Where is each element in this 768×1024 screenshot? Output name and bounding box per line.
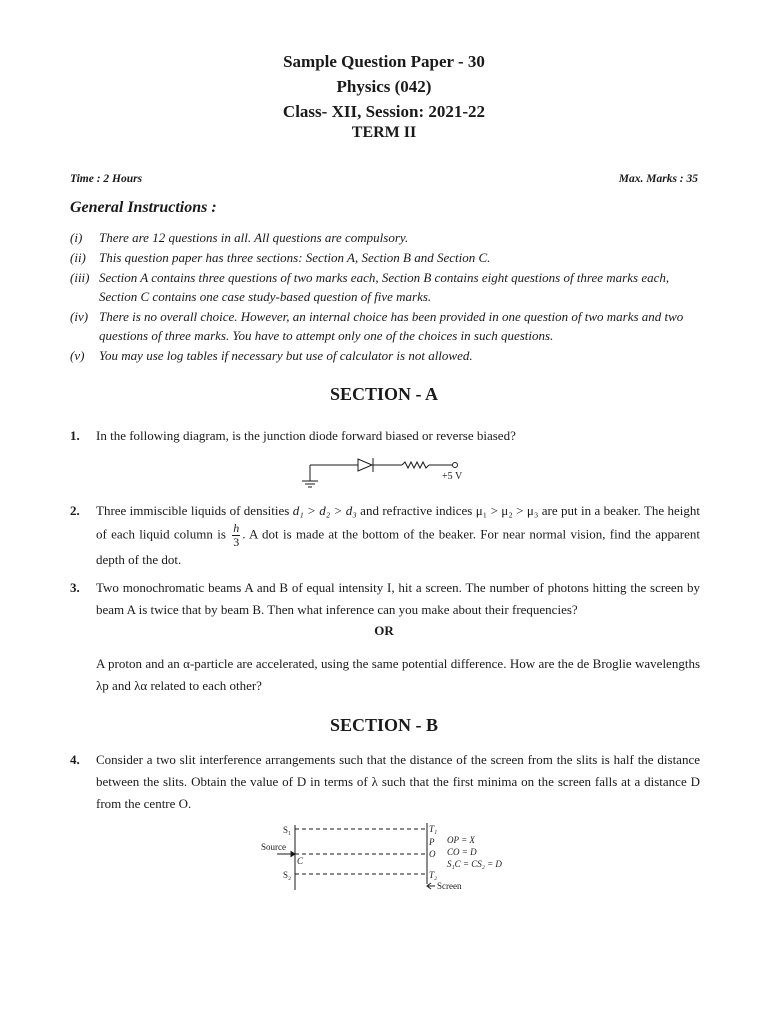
question-text-part: Three immiscible liquids of densities bbox=[96, 503, 293, 518]
question-3 bbox=[70, 577, 700, 621]
point-t2-label: T₂ bbox=[429, 870, 438, 880]
double-slit-diagram bbox=[255, 820, 525, 895]
question-number: 2. bbox=[70, 503, 80, 518]
instruction-item bbox=[70, 228, 700, 247]
instruction-number: (iv) bbox=[70, 309, 89, 324]
question-2 bbox=[70, 500, 700, 571]
instruction-number: (ii) bbox=[70, 250, 86, 265]
section-b-title: SECTION - B bbox=[329, 715, 439, 735]
question-number: 3. bbox=[70, 580, 80, 595]
question-text: Two monochromatic beams A and B of equal intensity I, hit a screen. The number of photons hitting the screen by beam A is twice that by beam B. Then what inference can you make about their frequencies? bbox=[96, 580, 700, 617]
fraction-denominator: 3 bbox=[233, 535, 240, 549]
question-text-part: and refractive indices bbox=[356, 503, 476, 518]
point-p-label: P bbox=[429, 837, 435, 847]
equation-s1c: S₁C = CS₂ = D bbox=[447, 859, 502, 869]
equation-op: OP = X bbox=[447, 835, 475, 845]
instruction-text: There is no overall choice. However, an internal choice has been provided in one question of two marks and two questions of three marks. You have to attempt only one of the choices in such questions. bbox=[99, 309, 684, 343]
point-o-label: O bbox=[429, 849, 436, 859]
voltage-label: +5 V bbox=[442, 471, 463, 482]
question-4 bbox=[70, 749, 700, 815]
equation-co: CO = D bbox=[447, 847, 477, 857]
instruction-item bbox=[70, 248, 700, 267]
instruction-item bbox=[70, 346, 700, 365]
question-1 bbox=[70, 425, 700, 447]
question-text-part: are put in a beaker. The height of each liquid column is bbox=[96, 503, 700, 542]
question-number: 4. bbox=[70, 752, 80, 767]
point-t1-label: T₁ bbox=[429, 824, 438, 834]
slit-s1-label: S₁ bbox=[283, 825, 292, 835]
question-text: In the following diagram, is the junction diode forward biased or reverse biased? bbox=[96, 428, 516, 443]
paper-class-session: Class- XII, Session: 2021-22 bbox=[282, 102, 486, 121]
time-allowed: Time : 2 Hours bbox=[70, 173, 143, 185]
paper-term: TERM II bbox=[351, 124, 417, 141]
instruction-text: This question paper has three sections: Section A, Section B and Section C. bbox=[99, 250, 491, 265]
question-3-alternative bbox=[70, 653, 700, 697]
section-a-title: SECTION - A bbox=[329, 384, 439, 404]
point-c-label: C bbox=[297, 856, 304, 866]
instruction-text: Section A contains three questions of two marks each, Section B contains eight questions of three marks each, Section C contains one case study-based question of five marks. bbox=[99, 270, 670, 304]
max-marks: Max. Marks : 35 bbox=[618, 173, 698, 185]
instruction-text: You may use log tables if necessary but use of calculator is not allowed. bbox=[99, 348, 473, 363]
question-text: Consider a two slit interference arrangements such that the distance of the screen from the slits is half the distance between the slits. Obtain the value of D in terms of λ such that the first minima on the screen falls at a distance D from the centre O. bbox=[96, 752, 700, 811]
question-text-part: . A dot is made at the bottom of the beaker. For near normal vision, find the apparent depth of the dot. bbox=[96, 526, 700, 567]
indices-expression: μ₁ > μ₂ > μ₃ bbox=[475, 503, 539, 518]
instruction-item bbox=[70, 268, 700, 306]
diode-circuit-diagram bbox=[300, 455, 480, 495]
general-instructions-title: General Instructions : bbox=[70, 199, 217, 216]
densities-expression: d₁ > d₂ > d₃ bbox=[292, 503, 357, 518]
or-separator: OR bbox=[374, 623, 394, 638]
question-number: 1. bbox=[70, 428, 80, 443]
question-text bbox=[96, 500, 700, 571]
screen-label: Screen bbox=[437, 881, 462, 891]
slit-s2-label: S₂ bbox=[283, 870, 292, 880]
paper-subject: Physics (042) bbox=[336, 77, 432, 96]
instruction-number: (v) bbox=[70, 348, 85, 363]
instruction-text: There are 12 questions in all. All questions are compulsory. bbox=[99, 230, 409, 245]
height-fraction bbox=[232, 522, 240, 549]
question-text: A proton and an α-particle are accelerated, using the same potential difference. How are the de Broglie wavelengths λp and λα related to each other? bbox=[96, 656, 700, 693]
paper-title: Sample Question Paper - 30 bbox=[283, 52, 485, 71]
instruction-number: (iii) bbox=[70, 270, 90, 285]
instruction-item bbox=[70, 307, 700, 345]
instruction-number: (i) bbox=[70, 230, 83, 245]
source-label: Source bbox=[261, 842, 286, 852]
fraction-numerator: h bbox=[233, 521, 240, 535]
